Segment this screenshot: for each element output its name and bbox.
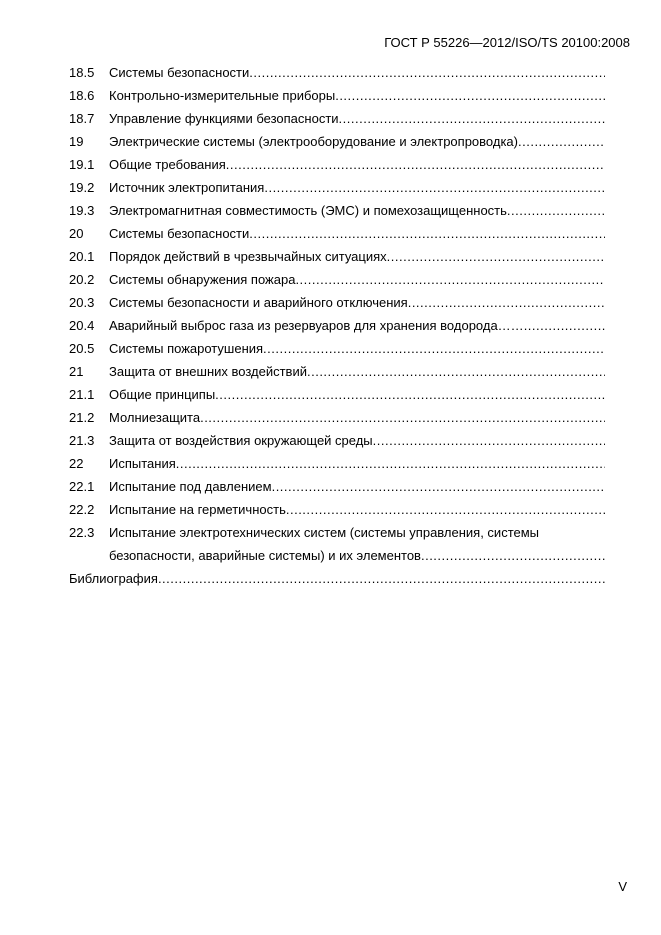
toc-entry-title: Управление функциями безопасности [109,111,339,126]
toc-leader-dots [263,337,605,360]
toc-entry-number: 21 [69,364,84,379]
toc-entry-number: 19.3 [69,203,95,218]
toc-entry-title: Системы безопасности [109,226,250,241]
toc-leader-dots [286,498,605,521]
toc-entry-title-line2: безопасности, аварийные системы) и их элементов [109,548,421,563]
toc-entry-number: 22.1 [69,479,95,494]
toc-entry-title: Общие требования [109,157,226,172]
toc-leader-dots [339,107,605,130]
toc-entry[interactable] [69,429,605,452]
toc-entry[interactable] [69,199,605,222]
toc-leader-dots [295,268,605,291]
toc-entry-title: Защита от внешних воздействий [109,364,307,379]
toc-leader-dots [264,176,605,199]
toc-leader-dots [408,291,605,314]
document-header: ГОСТ Р 55226—2012/ISO/TS 20100:2008 [384,35,630,50]
bibliography-title: Библиография [69,571,158,586]
toc-entry[interactable] [69,498,605,521]
toc-leader-dots [272,475,605,498]
toc-entry[interactable] [69,222,605,245]
table-of-contents [69,61,605,590]
toc-entry-number: 21.1 [69,387,95,402]
toc-entry-multiline[interactable] [69,521,605,544]
toc-entry[interactable] [69,291,605,314]
toc-leader-dots [387,245,605,268]
toc-entry[interactable] [69,360,605,383]
toc-entry-title-line1: Испытание электротехнических систем (системы управления, системы [109,525,540,540]
toc-leader-dots [518,130,605,153]
page-number: V [618,879,627,894]
toc-entry[interactable] [69,383,605,406]
toc-entry-title: Системы обнаружения пожара [109,272,296,287]
toc-entry-title: Электрические системы (электрооборудование и электропроводка) [109,134,518,149]
toc-entry-number: 20.4 [69,318,95,333]
toc-entry-number: 18.5 [69,65,95,80]
toc-entry[interactable] [69,268,605,291]
toc-entry-title: Системы безопасности и аварийного отключения [109,295,408,310]
toc-entry-title: Аварийный выброс газа из резервуаров для хранения водорода…… [109,318,524,333]
toc-entry-number: 18.6 [69,88,95,103]
toc-entry-number: 20.2 [69,272,95,287]
toc-entry-number: 20.1 [69,249,95,264]
toc-entry-number: 19.1 [69,157,95,172]
toc-entry[interactable] [69,176,605,199]
toc-entry-title: Испытание под давлением [109,479,272,494]
toc-entry[interactable] [69,84,605,107]
toc-entry-title: Электромагнитная совместимость (ЭМС) и помехозащищенность [109,203,507,218]
toc-leader-dots [421,544,605,567]
toc-entry-number: 20 [69,226,84,241]
toc-entry-number: 21.2 [69,410,95,425]
toc-entry-multiline-continuation[interactable] [69,544,605,567]
toc-entry-title: Контрольно-измерительные приборы [109,88,336,103]
toc-entry-title: Молниезащита [109,410,201,425]
toc-leader-dots [373,429,605,452]
toc-entry[interactable] [69,153,605,176]
toc-entry-title: Источник электропитания [109,180,265,195]
toc-entry-number: 22 [69,456,84,471]
toc-entry-number: 19.2 [69,180,95,195]
toc-leader-dots [176,452,605,475]
toc-entry[interactable] [69,107,605,130]
toc-entry-title: Общие принципы [109,387,216,402]
toc-entry[interactable] [69,337,605,360]
toc-leader-dots [307,360,605,383]
toc-entry-title: Системы пожаротушения [109,341,264,356]
toc-entry[interactable] [69,245,605,268]
toc-entry[interactable] [69,130,605,153]
toc-entry-title: Испытания [109,456,176,471]
toc-leader-dots [335,84,605,107]
toc-entry-bibliography[interactable] [69,567,605,590]
toc-entry-number: 19 [69,134,84,149]
toc-entry-title: Испытание на герметичность [109,502,286,517]
toc-entry-number: 22.2 [69,502,95,517]
toc-leader-dots [200,406,605,429]
toc-entry[interactable] [69,314,605,337]
toc-entry[interactable] [69,475,605,498]
toc-entry[interactable] [69,406,605,429]
toc-leader-dots [507,199,605,222]
toc-entry-title: Защита от воздействия окружающей среды [109,433,373,448]
toc-entry[interactable] [69,452,605,475]
toc-leader-dots [226,153,605,176]
toc-entry-number: 22.3 [69,525,95,540]
toc-entry-title: Системы безопасности [109,65,250,80]
toc-entry-number: 20.5 [69,341,95,356]
toc-entry-title: Порядок действий в чрезвычайных ситуациях [109,249,387,264]
toc-leader-dots [249,222,605,245]
toc-entry[interactable] [69,61,605,84]
toc-leader-dots [249,61,605,84]
toc-leader-dots [158,567,605,590]
toc-entry-number: 21.3 [69,433,95,448]
toc-leader-dots [524,314,605,337]
toc-entry-number: 18.7 [69,111,95,126]
toc-entry-number: 20.3 [69,295,95,310]
toc-leader-dots [215,383,605,406]
